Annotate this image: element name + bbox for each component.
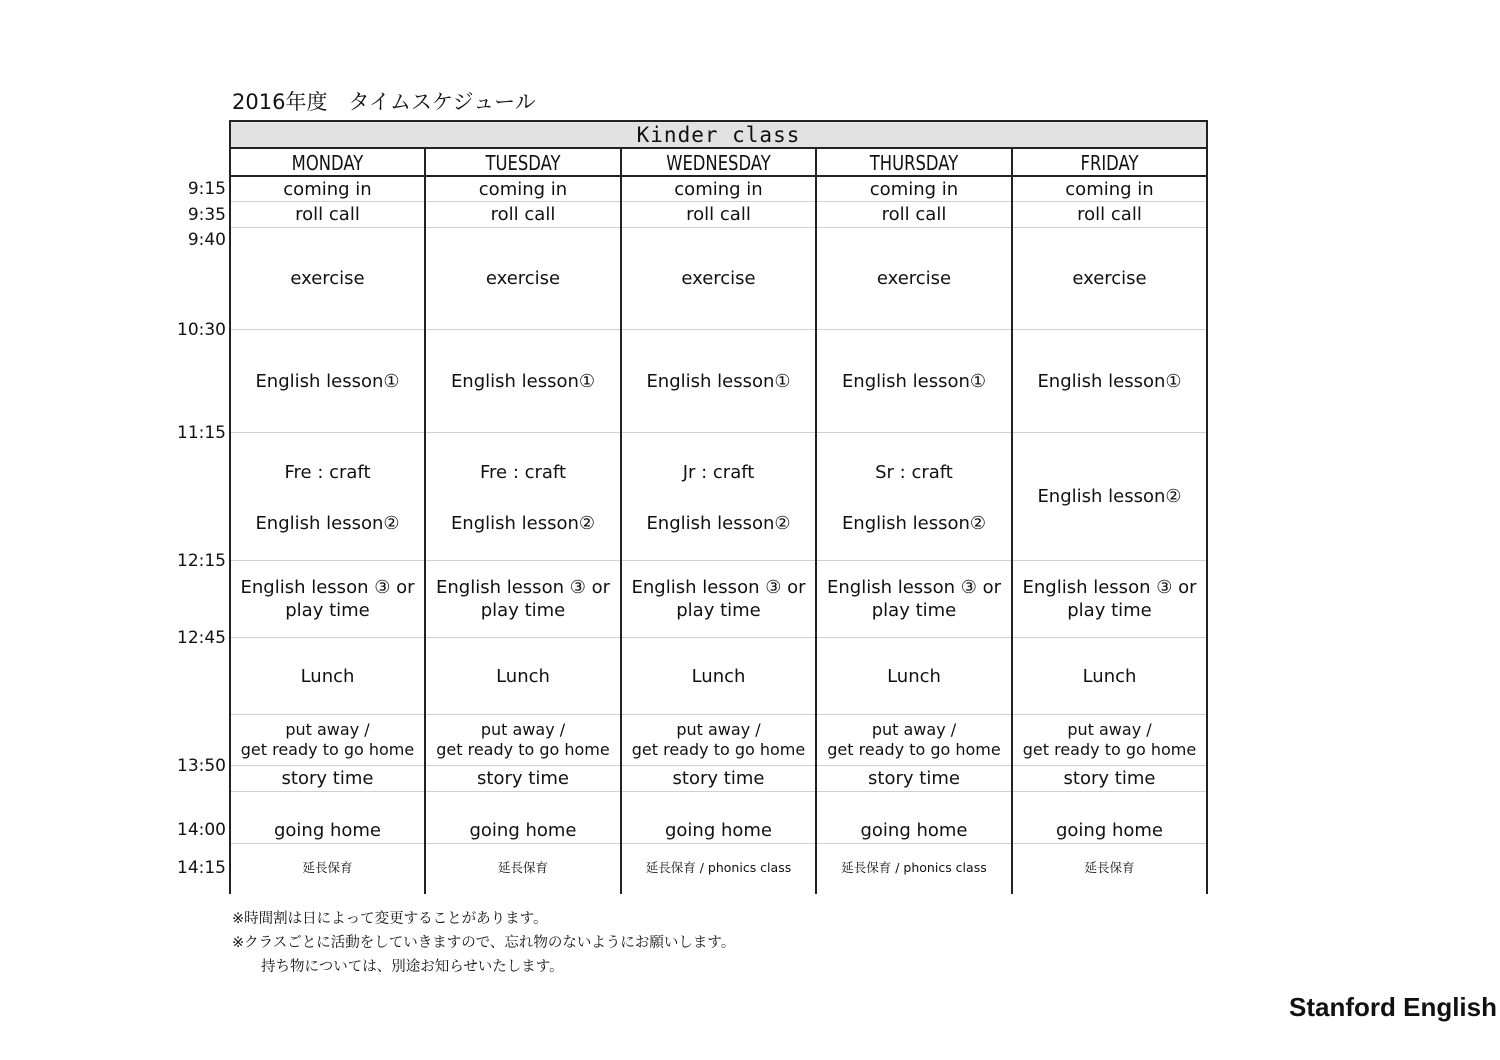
cell-english-lesson-3 <box>817 561 1011 637</box>
cell-text: play time <box>676 600 761 621</box>
cell-english-lesson-3 <box>622 561 815 637</box>
cell-craft: Sr : craft <box>875 461 953 483</box>
cell-put-away <box>426 715 620 765</box>
cell-roll-call: roll call <box>1077 204 1142 225</box>
cell-text: get ready to go home <box>827 740 1001 759</box>
cell-text: English lesson ③ or <box>436 577 610 598</box>
cell-lunch: Lunch <box>1082 665 1137 687</box>
cell-text: play time <box>871 600 957 621</box>
cell-english-lesson-3 <box>1013 561 1206 637</box>
cell-english-lesson-3 <box>231 561 424 637</box>
day-header-thursday: THURSDAY <box>869 150 959 175</box>
cell-text: put away / <box>480 720 566 739</box>
cell-roll-call: roll call <box>490 204 556 225</box>
time-label: 14:00 <box>177 820 226 840</box>
cell-text: English lesson ③ or <box>827 577 1001 598</box>
cell-craft: Fre : craft <box>479 461 567 483</box>
cell-english-lesson-2: English lesson② <box>450 512 596 534</box>
time-label: 11:15 <box>177 423 226 443</box>
cell-english-lesson-2: English lesson② <box>841 512 987 534</box>
cell-english-lesson-2: English lesson② <box>1037 486 1182 507</box>
cell-text: get ready to go home <box>1022 740 1197 759</box>
cell-text: play time <box>1067 600 1152 621</box>
cell-going-home: going home <box>469 820 577 841</box>
cell-put-away <box>622 715 815 765</box>
cell-text: English lesson ③ or <box>631 577 806 598</box>
day-header-wednesday: WEDNESDAY <box>666 150 771 175</box>
time-label: 13:50 <box>177 756 226 776</box>
cell-story-time: story time <box>281 768 374 789</box>
cell-coming-in: coming in <box>869 178 959 200</box>
cell-extended-care: 延長保育 <box>302 859 353 875</box>
cell-going-home: going home <box>664 820 773 841</box>
cell-english-lesson-2: English lesson② <box>646 512 791 534</box>
time-label: 10:30 <box>177 320 226 340</box>
cell-text: play time <box>480 600 566 621</box>
cell-text: English lesson ③ or <box>240 577 415 598</box>
cell-going-home: going home <box>273 820 382 841</box>
cell-text: get ready to go home <box>436 740 610 759</box>
day-header-friday: FRIDAY <box>1080 150 1139 175</box>
cell-extended-care: 延長保育 <box>497 859 548 875</box>
cell-text: put away / <box>676 720 761 739</box>
cell-text: get ready to go home <box>631 740 806 759</box>
cell-english-lesson-1: English lesson① <box>1037 370 1182 392</box>
cell-exercise: exercise <box>290 268 365 289</box>
time-label: 9:35 <box>187 205 226 225</box>
row-separator <box>229 791 1208 792</box>
time-label: 9:40 <box>187 230 226 250</box>
cell-extended-care: 延長保育 <box>1084 859 1135 875</box>
cell-text: put away / <box>1067 720 1152 739</box>
day-header-tuesday: TUESDAY <box>485 150 561 175</box>
cell-text: play time <box>285 600 370 621</box>
cell-story-time: story time <box>868 768 960 789</box>
cell-english-lesson-1: English lesson① <box>646 370 791 392</box>
cell-extended-care: 延長保育 / phonics class <box>645 859 792 875</box>
cell-story-time: story time <box>672 768 765 789</box>
brand-name: Stanford English <box>1289 992 1497 1022</box>
cell-lunch: Lunch <box>496 665 550 687</box>
cell-lunch: Lunch <box>300 665 355 687</box>
cell-lunch: Lunch <box>887 665 941 687</box>
cell-text: put away / <box>285 720 370 739</box>
cell-text: English lesson ③ or <box>1022 577 1197 598</box>
time-label: 9:15 <box>187 179 226 199</box>
cell-roll-call: roll call <box>881 204 947 225</box>
day-header-monday: MONDAY <box>291 150 364 175</box>
footnote: 持ち物については、別途お知らせいたします。 <box>232 959 564 975</box>
cell-english-lesson-3 <box>426 561 620 637</box>
cell-exercise: exercise <box>681 268 756 289</box>
time-label: 12:45 <box>177 628 226 648</box>
cell-lunch: Lunch <box>691 665 746 687</box>
cell-roll-call: roll call <box>295 204 360 225</box>
cell-craft: Fre : craft <box>284 461 371 483</box>
footnote: ※クラスごとに活動をしていきますので、忘れ物のないようにお願いします。 <box>232 935 736 951</box>
cell-english-lesson-2: English lesson② <box>255 512 400 534</box>
cell-text: get ready to go home <box>240 740 415 759</box>
cell-put-away <box>231 715 424 765</box>
cell-text: put away / <box>871 720 957 739</box>
cell-exercise: exercise <box>876 268 952 289</box>
cell-exercise: exercise <box>485 268 561 289</box>
cell-roll-call: roll call <box>686 204 751 225</box>
time-label: 12:15 <box>177 551 226 571</box>
cell-coming-in: coming in <box>1065 178 1154 200</box>
cell-english-lesson-1: English lesson① <box>450 370 596 392</box>
cell-story-time: story time <box>1063 768 1156 789</box>
cell-going-home: going home <box>860 820 968 841</box>
cell-craft: Jr : craft <box>682 461 755 483</box>
table-border-right <box>1206 120 1208 894</box>
cell-coming-in: coming in <box>674 178 763 200</box>
cell-english-lesson-1: English lesson① <box>255 370 400 392</box>
footnote: ※時間割は日によって変更することがあります。 <box>232 911 548 927</box>
cell-going-home: going home <box>1055 820 1164 841</box>
class-name-header: Kinder class <box>229 122 1208 147</box>
cell-put-away <box>1013 715 1206 765</box>
cell-extended-care: 延長保育 / phonics class <box>841 859 987 875</box>
cell-put-away <box>817 715 1011 765</box>
cell-story-time: story time <box>477 768 569 789</box>
cell-coming-in: coming in <box>283 178 372 200</box>
cell-english-lesson-1: English lesson① <box>841 370 987 392</box>
time-label: 14:15 <box>177 858 226 878</box>
page-title: 2016年度 タイムスケジュール <box>232 90 536 114</box>
cell-coming-in: coming in <box>478 178 568 200</box>
cell-exercise: exercise <box>1072 268 1147 289</box>
schedule-table <box>229 120 1208 894</box>
